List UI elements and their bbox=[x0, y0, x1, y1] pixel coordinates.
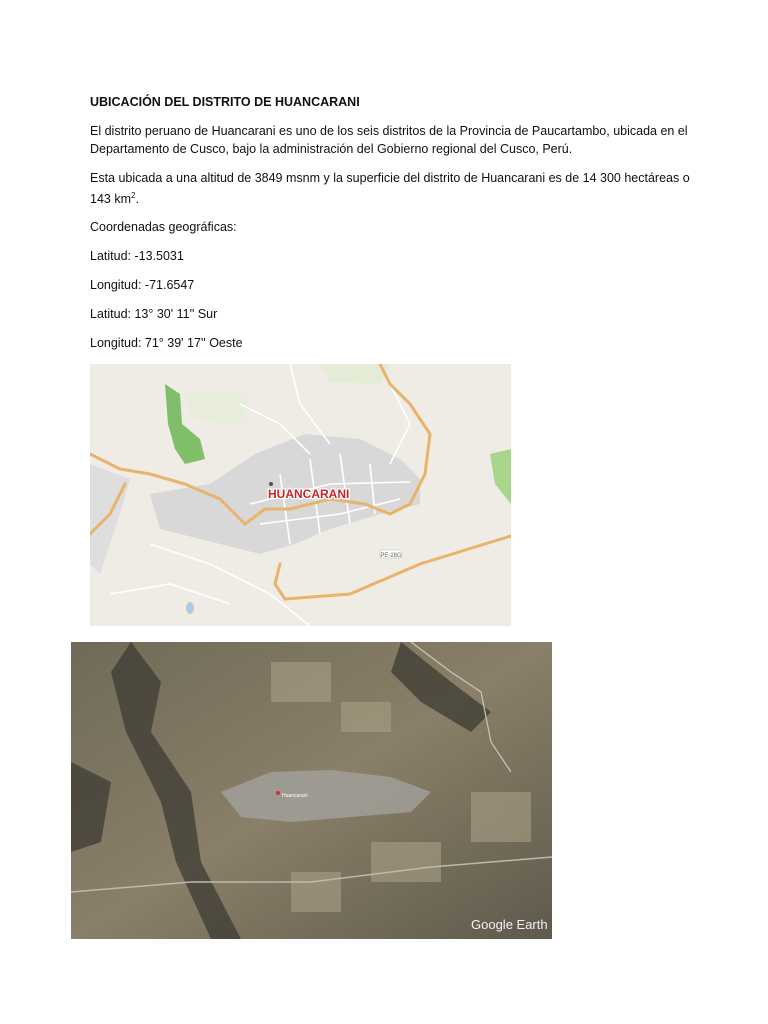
latitude-decimal: Latitud: -13.5031 bbox=[90, 249, 184, 263]
park-area bbox=[185, 392, 250, 424]
town-marker bbox=[269, 482, 273, 486]
superscript-two: 2 bbox=[131, 191, 136, 200]
place-label: HUANCARANI bbox=[268, 487, 350, 501]
longitude-dms: Longitud: 71° 39' 17'' Oeste bbox=[90, 336, 243, 350]
intro-paragraph: El distrito peruano de Huancarani es uno de los seis distritos de la Provincia de Paucartambo, ubicada en el Departamento de Cusco, bajo la administración del Gobierno regional del Cusco, Perú. bbox=[90, 124, 688, 156]
route-label: PE-28G bbox=[380, 553, 402, 559]
google-earth-logo: Google Earth bbox=[471, 917, 548, 932]
altitude-text: Esta ubicada a una altitud de 3849 msnm y la superficie del distrito de Huancarani es de 14 300 hectáreas o 143 km bbox=[90, 171, 690, 207]
lake bbox=[186, 602, 194, 614]
altitude-tail: . bbox=[135, 192, 139, 207]
coordinates-heading: Coordenadas geográficas: bbox=[90, 220, 237, 234]
park-area bbox=[320, 364, 390, 384]
location-pin bbox=[276, 791, 280, 795]
longitude-decimal: Longitud: -71.6547 bbox=[90, 278, 195, 292]
page-title: UBICACIÓN DEL DISTRITO DE HUANCARANI bbox=[90, 95, 360, 109]
street-map bbox=[90, 364, 511, 626]
latitude-dms: Latitud: 13° 30' 11'' Sur bbox=[90, 307, 218, 321]
altitude-paragraph bbox=[90, 169, 690, 208]
satellite-map bbox=[71, 642, 552, 939]
town-label: Huancarani bbox=[282, 793, 308, 799]
